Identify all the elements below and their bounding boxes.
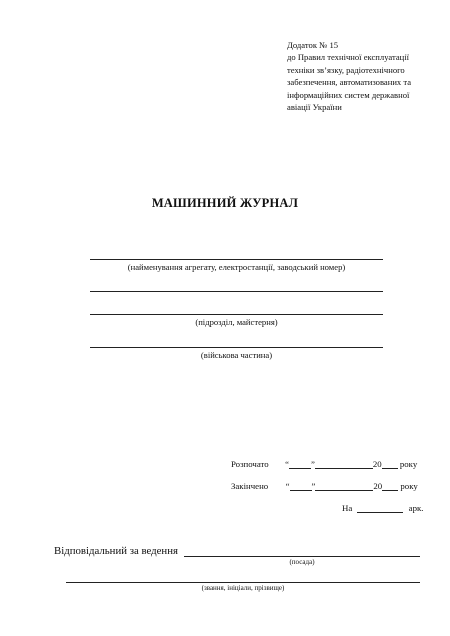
finished-month-field[interactable] <box>315 480 373 491</box>
quote-open: “ <box>285 481 290 491</box>
appendix-line: до Правил технічної експлуатації <box>287 52 410 63</box>
sheets-count-field[interactable] <box>357 502 403 513</box>
rank-name-caption: (звання, ініціали, прізвище) <box>201 584 285 592</box>
position-caption: (посада) <box>289 558 315 566</box>
unit-name-caption: (найменування агрегату, електростанції, заводський номер) <box>127 262 346 272</box>
appendix-line: техніки зв’язку, радіотехнічного <box>287 64 405 75</box>
quote-close: ” <box>310 459 315 469</box>
unit-name-line-2[interactable] <box>90 291 383 292</box>
document-title: МАШИННИЙ ЖУРНАЛ <box>151 196 299 210</box>
started-month-field[interactable] <box>315 458 373 469</box>
finished-century: 20 <box>373 481 383 491</box>
military-unit-caption: (військова частина) <box>200 350 273 360</box>
appendix-note <box>287 39 437 113</box>
appendix-line: авіації України <box>287 102 342 113</box>
appendix-line: забезпечення, автоматизованих та <box>287 77 412 88</box>
sheets-row <box>342 502 423 513</box>
military-unit-line[interactable] <box>90 347 383 348</box>
started-day-field[interactable] <box>289 458 311 469</box>
sheets-word: арк. <box>408 503 424 513</box>
subdivision-line[interactable] <box>90 314 383 315</box>
started-year-field[interactable] <box>382 458 398 469</box>
started-year-word: року <box>399 459 418 469</box>
finished-label: Закінчено <box>231 481 269 491</box>
position-line[interactable] <box>184 556 420 557</box>
responsible-label: Відповідальний за ведення <box>54 545 178 557</box>
subdivision-caption: (підрозділ, майстерня) <box>195 317 278 327</box>
quote-open: “ <box>285 459 289 469</box>
started-label: Розпочато <box>231 459 269 469</box>
finished-row <box>231 480 418 491</box>
sheets-on-label: На <box>342 503 353 513</box>
quote-close: ” <box>311 481 316 491</box>
finished-year-field[interactable] <box>382 480 398 491</box>
started-row <box>231 458 417 469</box>
finished-year-word: року <box>400 481 418 491</box>
unit-name-line[interactable] <box>90 259 383 260</box>
rank-name-line[interactable] <box>66 582 420 583</box>
started-century: 20 <box>372 459 382 469</box>
appendix-line: Додаток № 15 <box>287 40 339 50</box>
finished-day-field[interactable] <box>290 480 312 491</box>
appendix-line: інформаційних систем державної <box>287 89 410 100</box>
